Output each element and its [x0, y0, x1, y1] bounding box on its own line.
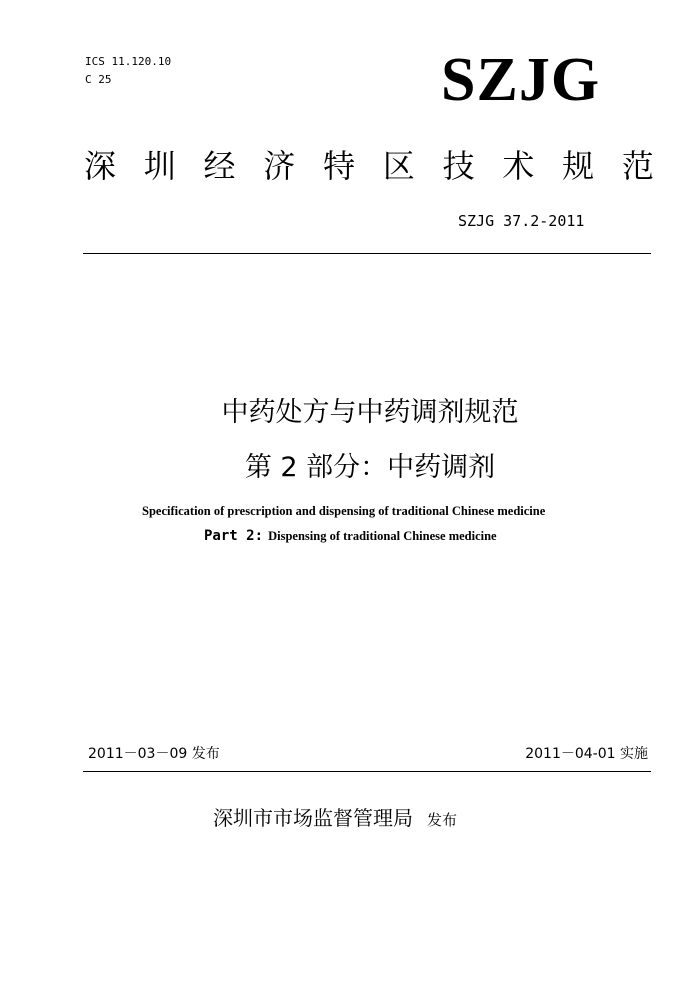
- standard-type-char: 术: [502, 147, 535, 185]
- standard-number: SZJG 37.2-2011: [458, 212, 585, 230]
- issuing-authority: [213, 805, 457, 833]
- ccs-code: C 25: [85, 73, 112, 86]
- standard-type-char: 圳: [143, 147, 176, 185]
- standard-type-char: 规: [562, 147, 595, 185]
- standard-type-char: 技: [442, 147, 475, 185]
- standard-type-char: 范: [621, 147, 654, 185]
- standard-type-char: 经: [203, 147, 236, 185]
- top-divider: [83, 253, 651, 254]
- part-text-en: Dispensing of traditional Chinese medicine: [268, 529, 497, 543]
- standard-logo: SZJG: [441, 46, 601, 114]
- ics-code: ICS 11.120.10: [85, 55, 172, 68]
- implementation-date: 2011－04-01 实施: [525, 746, 648, 762]
- bottom-divider: [83, 771, 651, 772]
- part-title-cn: 第 2 部分：中药调剂: [244, 452, 496, 483]
- standard-type-char: 特: [323, 147, 356, 185]
- standard-type-char: 区: [382, 147, 415, 185]
- document-title-cn: 中药处方与中药调剂规范: [221, 397, 519, 428]
- issue-date: 2011－03－09 发布: [88, 746, 220, 762]
- document-title-en: Specification of prescription and dispensing of traditional Chinese medicine: [142, 504, 546, 518]
- standard-type-char: 深: [84, 147, 117, 185]
- standard-type-heading: [84, 146, 654, 186]
- part-label-en: Part 2:: [204, 528, 264, 544]
- standard-type-char: 济: [263, 147, 296, 185]
- issuer-name: 深圳市市场监督管理局: [213, 806, 413, 830]
- part-title-en: [204, 526, 497, 545]
- issuer-action: 发布: [427, 811, 458, 829]
